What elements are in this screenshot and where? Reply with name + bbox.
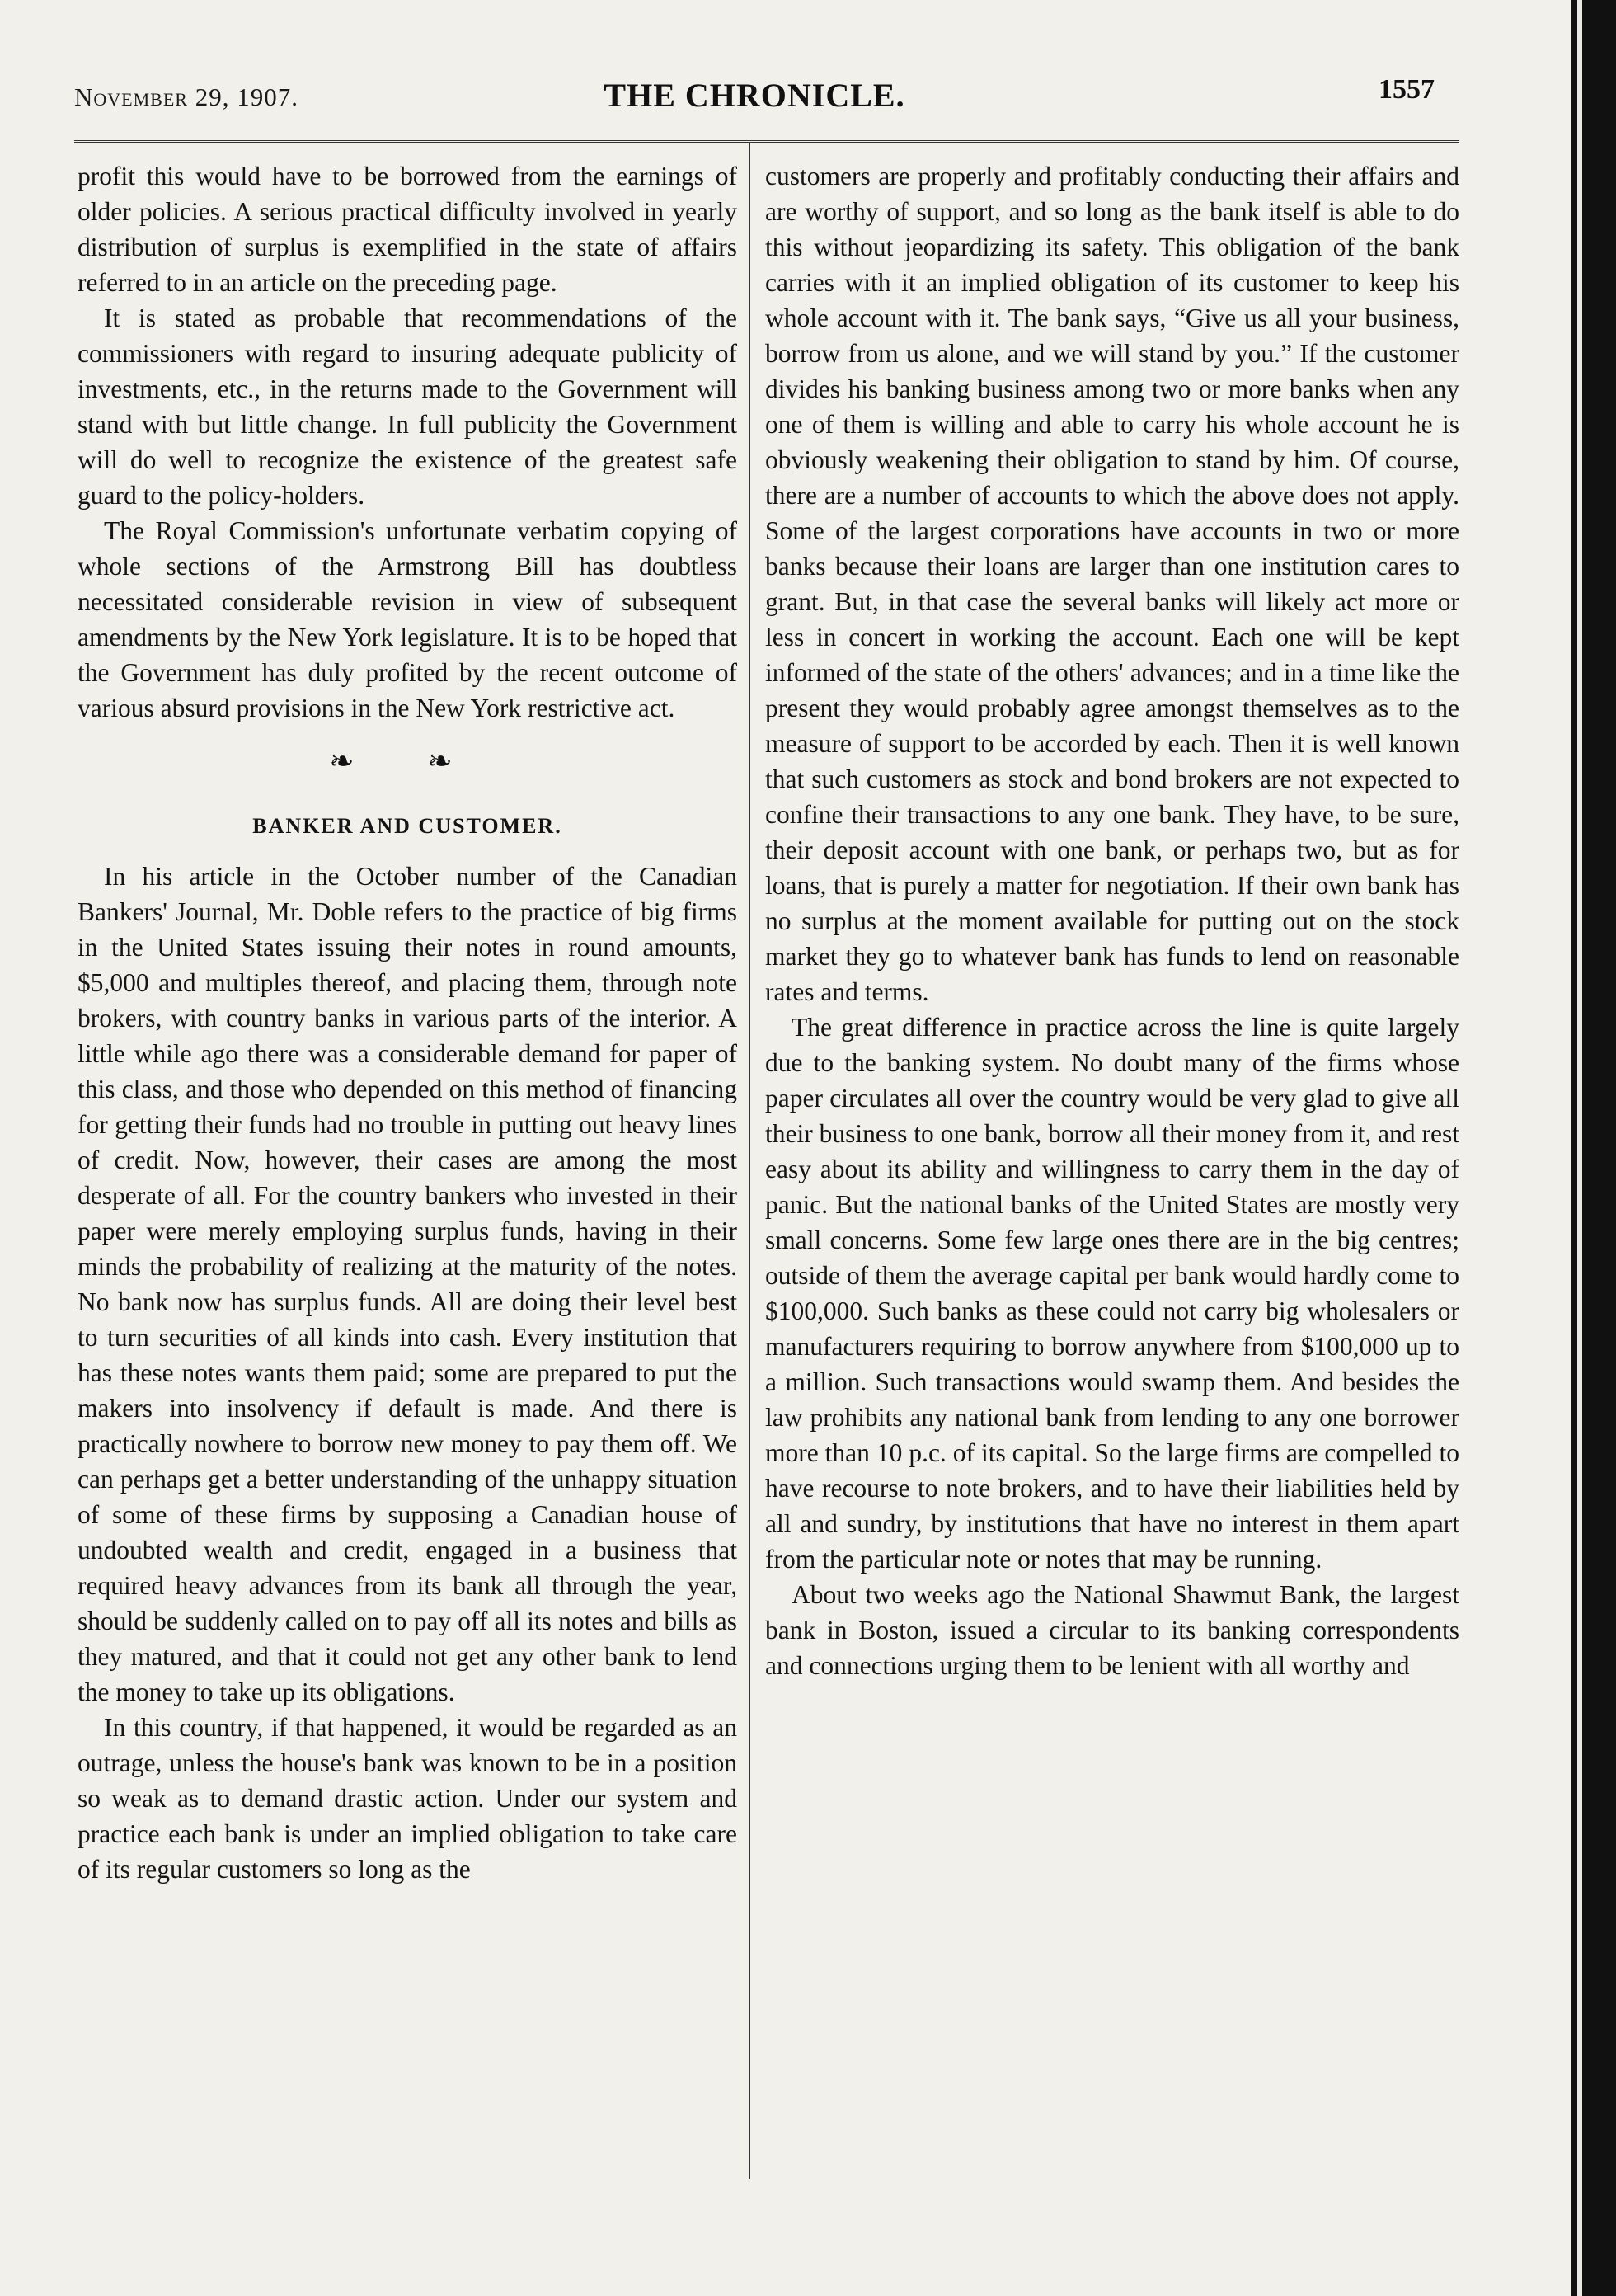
publication-title: THE CHRONICLE.: [604, 77, 905, 114]
paragraph: It is stated as probable that recommendations of the commissioners with regard to insuring adequate publicity of investments, etc., in the returns made to the Government will stand with but little change. In full publicity the Government will do well to recognize the existence of the greatest safe guard to the policy-holders.: [78, 303, 737, 510]
paragraph: The Royal Commission's unfortunate verbatim copying of whole sections of the Armstrong Bill has doubtless necessitated considerable revision in view of subsequent amendments by the New York legislature. It is to be hoped that the Government has duly profited by the recent outcome of various absurd provisions in the New York restrictive act.: [78, 516, 737, 722]
page-header: [74, 66, 1435, 124]
left-column: [78, 158, 737, 1887]
column-divider: [749, 142, 750, 2179]
paragraph: profit this would have to be borrowed from the earnings of older policies. A serious practical difficulty involved in yearly distribution of surplus is exemplified in the state of affairs referred to in an article on the preceding page.: [78, 162, 737, 297]
paragraph: About two weeks ago the National Shawmut Bank, the largest bank in Boston, issued a circular to its banking correspondents and connections urging them to be lenient with all worthy and: [765, 1580, 1459, 1680]
paragraph: The great difference in practice across the line is quite largely due to the banking system. No doubt many of the firms whose paper circulates all over the country would be very glad to give all their business to one bank, borrow all their money from it, and rest easy about its ability and willingness to carry them in the day of panic. But the national banks of the United States are mostly very small concerns. Some few large ones there are in the big centres; outside of them the average capital per bank would hardly come to $100,000. Such banks as these could not carry big wholesalers or manufacturers requiring to borrow anywhere from $100,000 up to a million. Such transactions would swamp them. And besides the law prohibits any national bank from lending to any one borrower more than 10 p.c. of its capital. So the large firms are compelled to have recourse to note brokers, and to have their liabilities held by all and sundry, by institutions that have no interest in them apart from the particular note or notes that may be running.: [765, 1013, 1459, 1574]
paragraph: In this country, if that happened, it would be regarded as an outrage, unless the house's bank was known to be in a position so weak as to demand drastic action. Under our system and practice each bank is under an implied obligation to take care of its regular customers so long as the: [78, 1713, 737, 1884]
paragraph: In his article in the October number of the Canadian Bankers' Journal, Mr. Doble refers to the practice of big firms in the United States issuing their notes in round amounts, $5,000 and multiples thereof, and placing them, through note brokers, with country banks in various parts of the interior. A little while ago there was a considerable demand for paper of this class, and those who depended on this method of financing for getting their funds had no trouble in putting out heavy lines of credit. Now, however, their cases are among the most desperate of all. For the country bankers who invested in their paper were merely employing surplus funds, having in their minds the probability of realizing at the maturity of the notes. No bank now has surplus funds. All are doing their level best to turn securities of all kinds into cash. Every institution that has these notes wants them paid; some are prepared to put the makers into insolvency if default is made. And there is practically nowhere to borrow new money to pay them off. We can perhaps get a better understanding of the unhappy situation of some of these firms by supposing a Canadian house of undoubted wealth and credit, engaged in a business that required heavy advances from its bank all through the year, should be suddenly called on to pay off all its notes and bills as they matured, and that it could not get any other bank to lend the money to take up its obligations.: [78, 862, 737, 1706]
right-column: [765, 158, 1459, 1683]
issue-date: November 29, 1907.: [74, 82, 298, 111]
page-edge: [1571, 0, 1616, 2296]
ornament-divider: ❧ ❧: [329, 745, 486, 778]
edge-rule: [1577, 0, 1582, 2296]
page-number: 1557: [1379, 74, 1435, 105]
paragraph: customers are properly and profitably conducting their affairs and are worthy of support, and so long as the bank itself is able to do this without jeopardizing its safety. This obligation of the bank carries with it an implied obligation of its customer to keep his whole account with it. The bank says, “Give us all your business, borrow from us alone, and we will stand by you.” If the customer divides his banking business among two or more banks when any one of them is willing and able to carry his whole account he is obviously weakening their obligation to stand by him. Of course, there are a number of accounts to which the above does not apply. Some of the largest corporations have accounts in two or more banks because their loans are larger than one institution cares to grant. But, in that case the several banks will likely act more or less in concert in working the account. Each one will be kept informed of the state of the others' advances; and in a time like the present they would probably agree amongst themselves as to the measure of support to be accorded by each. Then it is well known that such customers as stock and bond brokers are not expected to confine their transactions to any one bank. They have, to be sure, their deposit account with one bank, or perhaps two, but as for loans, that is purely a matter for negotiation. If their own bank has no surplus at the moment available for putting out on the stock market they go to whatever bank has funds to lend on reasonable rates and terms.: [765, 162, 1459, 1006]
section-heading: BANKER AND CUSTOMER.: [252, 814, 562, 838]
header-rule: [74, 140, 1459, 143]
